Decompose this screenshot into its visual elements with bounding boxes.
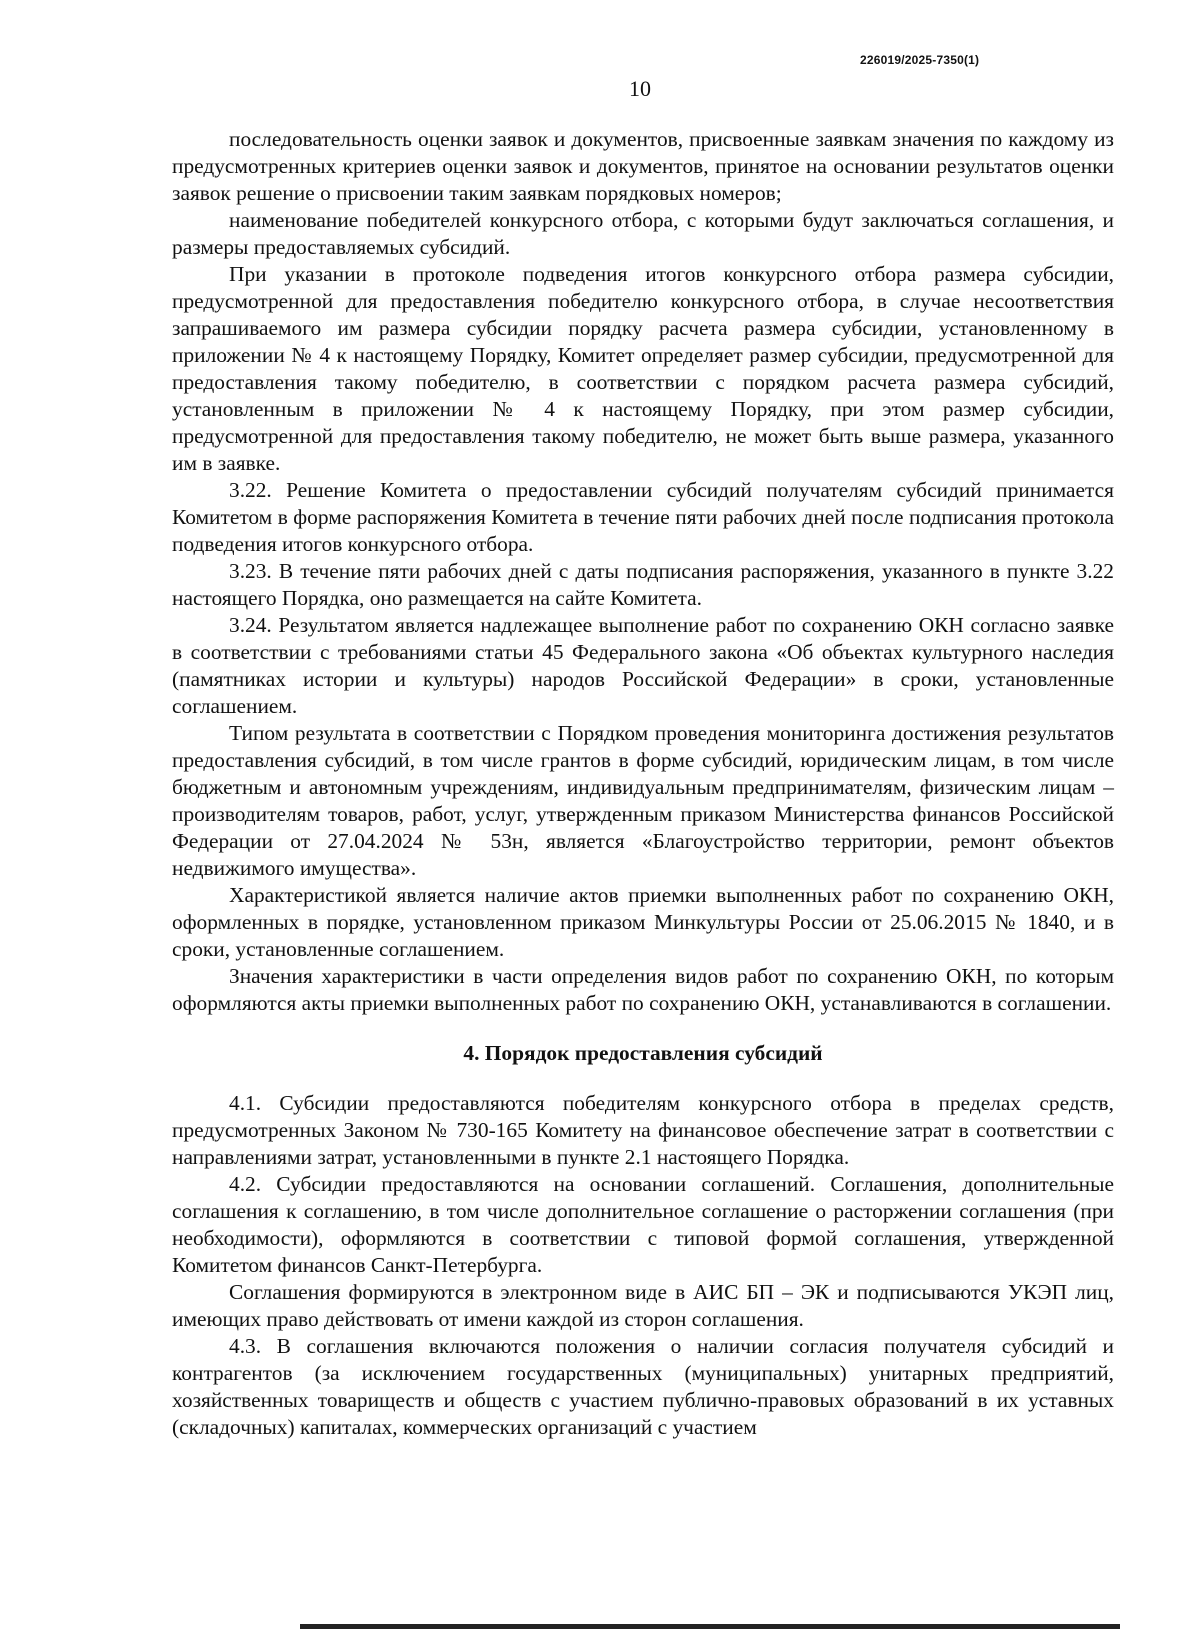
paragraph-subsidy-size: При указании в протоколе подведения итогов конкурсного отбора размера субсидии, предусмотренной для предоставления победителю конкурсного отбора, в случае несоответствия запрашиваемого им размера субсидии порядку расчета размера субсидии, установленному в приложении № 4 к настоящему Порядку, Комитет определяет размер субсидии, предусмотренной для предоставления такому победителю, в соответствии с порядком расчета размера субсидий, установленным в приложении № 4 к настоящему Порядку, при этом размер субсидии, предусмотренной для предоставления такому победителю, не может быть выше размера, указанного им в заявке. bbox=[172, 262, 1114, 475]
paragraph-evaluation-sequence: последовательность оценки заявок и документов, присвоенные заявкам значения по каждому из предусмотренных критериев оценки заявок и документов, принятое на основании результатов оценки заявок решение о присвоении таким заявкам порядковых номеров; bbox=[172, 127, 1114, 205]
section-title: 4. Порядок предоставления субсидий bbox=[463, 1041, 823, 1065]
paragraph-winners-names: наименование победителей конкурсного отбора, с которыми будут заключаться соглашения, и размеры предоставляемых субсидий. bbox=[172, 208, 1114, 259]
paragraph-characteristic: Характеристикой является наличие актов приемки выполненных работ по сохранению ОКН, оформленных в порядке, установленном приказом Минкультуры России от 25.06.2015 № 1840, и в сроки, установленные соглашением. bbox=[172, 883, 1114, 961]
paragraph-3-22: 3.22. Решение Комитета о предоставлении субсидий получателям субсидий принимается Комитетом в форме распоряжения Комитета в течение пяти рабочих дней после подписания протокола подведения итогов конкурсного отбора. bbox=[172, 478, 1114, 556]
paragraph-4-1: 4.1. Субсидии предоставляются победителям конкурсного отбора в пределах средств, предусмотренных Законом № 730-165 Комитету на финансовое обеспечение затрат в соответствии с направлениями затрат, установленными в пункте 2.1 настоящего Порядка. bbox=[172, 1091, 1114, 1169]
document-body bbox=[172, 126, 1114, 1441]
paragraph-agreements-electronic: Соглашения формируются в электронном виде в АИС БП – ЭК и подписываются УКЭП лиц, имеющих право действовать от имени каждой из сторон соглашения. bbox=[172, 1280, 1114, 1331]
bottom-scan-rule bbox=[300, 1624, 1120, 1629]
paragraph-characteristic-values: Значения характеристики в части определения видов работ по сохранению ОКН, по которым оформляются акты приемки выполненных работ по сохранению ОКН, устанавливаются в соглашении. bbox=[172, 964, 1114, 1015]
paragraph-3-23: 3.23. В течение пяти рабочих дней с даты подписания распоряжения, указанного в пункте 3.22 настоящего Порядка, оно размещается на сайте Комитета. bbox=[172, 559, 1114, 610]
paragraph-4-2: 4.2. Субсидии предоставляются на основании соглашений. Соглашения, дополнительные соглашения к соглашению, в том числе дополнительное соглашение о расторжении соглашения (при необходимости), оформляются в соответствии с типовой формой соглашения, утвержденной Комитетом финансов Санкт-Петербурга. bbox=[172, 1172, 1114, 1277]
page-number: 10 bbox=[629, 76, 651, 101]
paragraph-4-3: 4.3. В соглашения включаются положения о наличии согласия получателя субсидий и контрагентов (за исключением государственных (муниципальных) унитарных предприятий, хозяйственных товариществ и обществ с участием публично-правовых образований в их уставных (складочных) капиталах, коммерческих организаций с участием bbox=[172, 1334, 1114, 1439]
paragraph-result-type: Типом результата в соответствии с Порядком проведения мониторинга достижения результатов предоставления субсидий, в том числе грантов в форме субсидий, юридическим лицам, в том числе бюджетным и автономным учреждениям, индивидуальным предпринимателям, физическим лицам – производителям товаров, работ, услуг, утвержденным приказом Министерства финансов Российской Федерации от 27.04.2024 № 53н, является «Благоустройство территории, ремонт объектов недвижимого имущества». bbox=[172, 721, 1114, 880]
paragraph-3-24: 3.24. Результатом является надлежащее выполнение работ по сохранению ОКН согласно заявке в соответствии с требованиями статьи 45 Федерального закона «Об объектах культурного наследия (памятниках истории и культуры) народов Российской Федерации» в сроки, установленные соглашением. bbox=[172, 613, 1114, 718]
document-id: 226019/2025-7350(1) bbox=[860, 53, 980, 67]
